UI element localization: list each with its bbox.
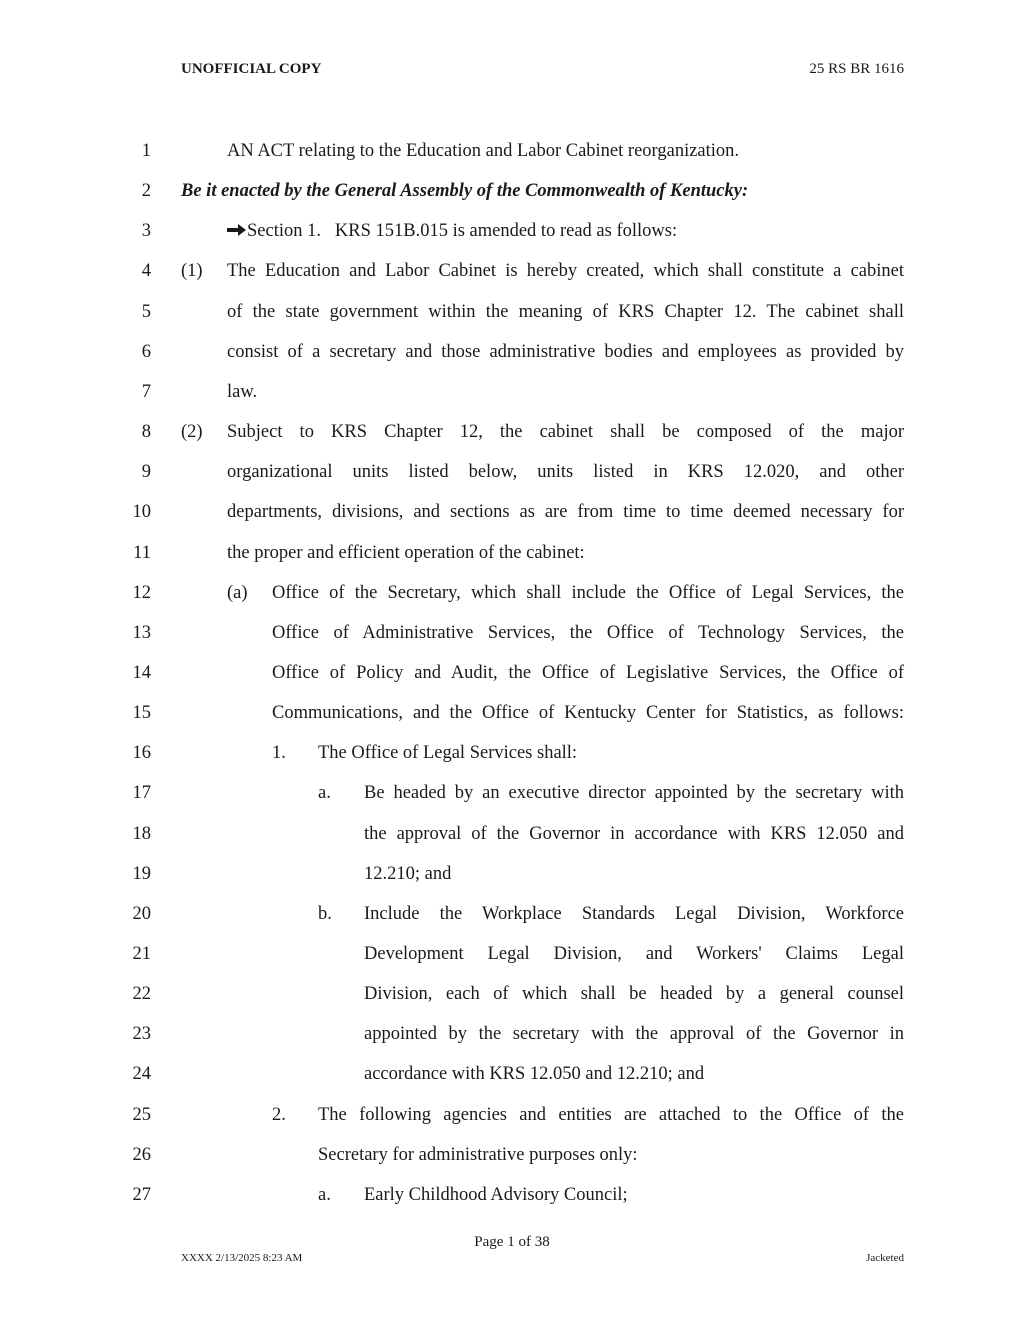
line-number: 19 bbox=[132, 863, 151, 884]
document-line bbox=[0, 1063, 1024, 1103]
document-line bbox=[0, 903, 1024, 943]
line-number: 8 bbox=[141, 422, 151, 443]
line-text: Communications, and the Office of Kentucky Center for Statistics, as follows: bbox=[272, 703, 904, 724]
footer-left: XXXX 2/13/2025 8:23 AM bbox=[181, 1252, 303, 1264]
line-text: the approval of the Governor in accordance with KRS 12.050 and bbox=[364, 823, 904, 844]
line-text: Be it enacted by the General Assembly of the Commonwealth of Kentucky: bbox=[181, 181, 749, 202]
line-number: 15 bbox=[132, 703, 151, 724]
line-number: 4 bbox=[141, 261, 151, 282]
item-label: 1. bbox=[272, 743, 286, 764]
document-line bbox=[0, 983, 1024, 1023]
line-text bbox=[227, 220, 904, 242]
document-line bbox=[0, 1104, 1024, 1144]
line-number: 9 bbox=[141, 462, 151, 483]
line-number: 3 bbox=[141, 221, 151, 242]
line-text: Early Childhood Advisory Council; bbox=[364, 1184, 628, 1205]
line-text: The Office of Legal Services shall: bbox=[318, 743, 578, 764]
item-label: b. bbox=[318, 903, 332, 924]
footer-right: Jacketed bbox=[866, 1252, 904, 1264]
line-text: The Education and Labor Cabinet is hereby created, which shall constitute a cabinet bbox=[227, 261, 904, 282]
line-text: Office of Policy and Audit, the Office of Legislative Services, the Office of bbox=[272, 662, 904, 683]
document-line bbox=[0, 1184, 1024, 1224]
line-text: Office of the Secretary, which shall include the Office of Legal Services, the bbox=[272, 582, 904, 603]
line-number: 18 bbox=[132, 823, 151, 844]
document-line bbox=[0, 501, 1024, 541]
document-line bbox=[0, 260, 1024, 300]
document-line bbox=[0, 863, 1024, 903]
line-text: organizational units listed below, units listed in KRS 12.020, and other bbox=[227, 462, 904, 483]
line-text: law. bbox=[227, 381, 258, 402]
line-number: 24 bbox=[132, 1064, 151, 1085]
line-text: appointed by the secretary with the approval of the Governor in bbox=[364, 1024, 904, 1045]
line-number: 2 bbox=[141, 181, 151, 202]
line-number: 25 bbox=[132, 1104, 151, 1125]
line-number: 16 bbox=[132, 743, 151, 764]
line-number: 20 bbox=[132, 903, 151, 924]
line-text: Division, each of which shall be headed by a general counsel bbox=[364, 984, 904, 1005]
line-number: 7 bbox=[141, 381, 151, 402]
line-number: 11 bbox=[133, 542, 151, 563]
document-line bbox=[0, 943, 1024, 983]
document-line bbox=[0, 542, 1024, 582]
header-right: 25 RS BR 1616 bbox=[809, 61, 904, 77]
line-text: accordance with KRS 12.050 and 12.210; and bbox=[364, 1064, 705, 1085]
document-line bbox=[0, 341, 1024, 381]
document-line bbox=[0, 1144, 1024, 1184]
document-line bbox=[0, 622, 1024, 662]
line-number: 10 bbox=[132, 502, 151, 523]
line-number: 23 bbox=[132, 1024, 151, 1045]
line-text: Subject to KRS Chapter 12, the cabinet shall be composed of the major bbox=[227, 422, 904, 443]
document-line bbox=[0, 220, 1024, 260]
item-label: (1) bbox=[181, 261, 203, 282]
line-text: The following agencies and entities are attached to the Office of the bbox=[318, 1104, 904, 1125]
line-text: Office of Administrative Services, the Office of Technology Services, the bbox=[272, 622, 904, 643]
line-text: Secretary for administrative purposes only: bbox=[318, 1144, 638, 1165]
document-line bbox=[0, 662, 1024, 702]
document-line bbox=[0, 782, 1024, 822]
line-text: AN ACT relating to the Education and Labor Cabinet reorganization. bbox=[227, 141, 740, 161]
line-text: Be headed by an executive director appointed by the secretary with bbox=[364, 783, 904, 804]
item-label: 2. bbox=[272, 1104, 286, 1125]
right-arrow-icon bbox=[227, 220, 247, 242]
line-text: Development Legal Division, and Workers' Claims Legal bbox=[364, 944, 904, 964]
document-line bbox=[0, 823, 1024, 863]
line-number: 27 bbox=[132, 1184, 151, 1205]
line-text: 12.210; and bbox=[364, 863, 452, 884]
document-line bbox=[0, 461, 1024, 501]
line-text: the proper and efficient operation of the cabinet: bbox=[227, 542, 585, 563]
document-line bbox=[0, 381, 1024, 421]
line-number: 22 bbox=[132, 984, 151, 1005]
document-line bbox=[0, 1023, 1024, 1063]
line-number: 12 bbox=[132, 582, 151, 603]
section-heading-text: Section 1. KRS 151B.015 is amended to read as follows: bbox=[247, 221, 678, 242]
item-label: (2) bbox=[181, 422, 203, 443]
item-label: a. bbox=[318, 783, 331, 804]
document-line bbox=[0, 742, 1024, 782]
line-number: 21 bbox=[132, 944, 151, 964]
line-number: 5 bbox=[141, 301, 151, 322]
page-number: Page 1 of 38 bbox=[474, 1234, 550, 1250]
document-line bbox=[0, 582, 1024, 622]
line-number: 6 bbox=[141, 341, 151, 362]
item-label: a. bbox=[318, 1184, 331, 1205]
line-text: departments, divisions, and sections as are from time to time deemed necessary for bbox=[227, 502, 904, 523]
document-line bbox=[0, 140, 1024, 180]
line-text: Include the Workplace Standards Legal Division, Workforce bbox=[364, 903, 904, 924]
item-label: (a) bbox=[227, 582, 248, 603]
line-text: consist of a secretary and those administrative bodies and employees as provided by bbox=[227, 341, 904, 362]
line-number: 17 bbox=[132, 783, 151, 804]
document-line bbox=[0, 301, 1024, 341]
document-line bbox=[0, 180, 1024, 220]
document-line bbox=[0, 702, 1024, 742]
line-number: 14 bbox=[132, 662, 151, 683]
line-number: 13 bbox=[132, 622, 151, 643]
line-number: 1 bbox=[141, 141, 151, 161]
line-number: 26 bbox=[132, 1144, 151, 1165]
header-left: UNOFFICIAL COPY bbox=[181, 61, 322, 77]
line-text: of the state government within the meaning of KRS Chapter 12. The cabinet shall bbox=[227, 301, 904, 322]
document-line bbox=[0, 421, 1024, 461]
